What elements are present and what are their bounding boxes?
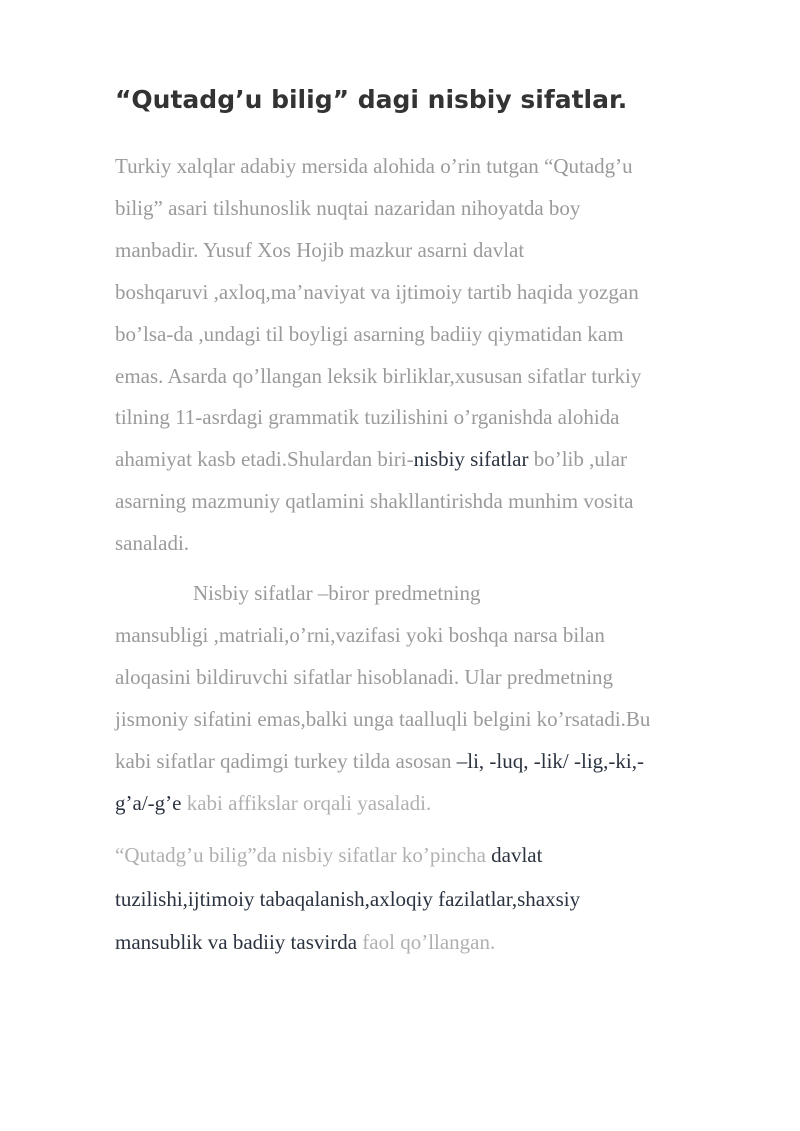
- text-line: sanaladi.: [115, 531, 190, 556]
- text-line: mansubligi ,matriali,o’rni,vazifasi yoki boshqa narsa bilan: [115, 622, 605, 647]
- text-line: boshqaruvi ,axloq,ma’naviyat va ijtimoiy tartib haqida yozgan: [115, 279, 639, 304]
- text-segment: ahamiyat kasb etadi.Shulardan biri-: [115, 447, 414, 472]
- text-line: bo’lsa-da ,undagi til boyligi asarning badiiy qiymatidan kam: [115, 321, 624, 346]
- text-line: [115, 741, 650, 783]
- highlighted-affixes: g’a/-g’e: [115, 790, 182, 815]
- text-segment: kabi sifatlar qadimgi turkey tilda asosan: [115, 748, 457, 773]
- highlighted-phrase: davlat: [491, 843, 543, 867]
- highlighted-term: nisbiy sifatlar: [413, 447, 529, 472]
- highlighted-phrase: tuzilishi,ijtimoiy tabaqalanish,axloqiy fazilatlar,shaxsiy: [115, 886, 581, 911]
- text-line: Turkiy xalqlar adabiy mersida alohida o’rin tutgan “Qutadg’u: [115, 154, 633, 178]
- text-line: tilning 11-asrdagi grammatik tuzilishini o’rganishda alohida: [115, 405, 620, 430]
- text-segment: faol qo’llangan.: [357, 930, 496, 954]
- paragraph-intro: [115, 146, 641, 565]
- highlighted-phrase: mansublik va badiiy tasvirda: [115, 930, 358, 954]
- text-line: jismoniy sifatini emas,balki unga taalluqli belgini ko’rsatadi.Bu: [115, 706, 651, 731]
- text-line: Nisbiy sifatlar –biror predmetning: [193, 581, 481, 605]
- text-segment: “Qutadg’u bilig”da nisbiy sifatlar ko’pincha: [115, 843, 492, 867]
- highlighted-affixes: –li, -luq, -lik/ -lig,-ki,-: [456, 748, 644, 773]
- paragraph-definition: [115, 573, 650, 824]
- text-line: manbadir. Yusuf Xos Hojib mazkur asarni davlat: [115, 237, 525, 262]
- text-line: [115, 921, 580, 965]
- text-line: asarning mazmuniy qatlamini shakllantirishda munhim vosita: [115, 489, 634, 514]
- text-line: aloqasini bildiruvchi sifatlar hisoblanadi. Ular predmetning: [115, 664, 614, 689]
- text-line: bilig” asari tilshunoslik nuqtai nazaridan nihoyatda boy: [115, 195, 581, 220]
- document-title: “Qutadg’u bilig” dagi nisbiy sifatlar.: [115, 85, 628, 114]
- text-line: [115, 439, 641, 481]
- text-line: emas. Asarda qo’llangan leksik birliklar,xususan sifatlar turkiy: [115, 363, 642, 388]
- text-segment: kabi affikslar orqali yasaladi.: [181, 790, 432, 815]
- text-segment: bo’lib ,ular: [528, 447, 628, 472]
- text-line: [115, 834, 580, 878]
- paragraph-usage: [115, 834, 580, 965]
- text-line: [115, 783, 650, 825]
